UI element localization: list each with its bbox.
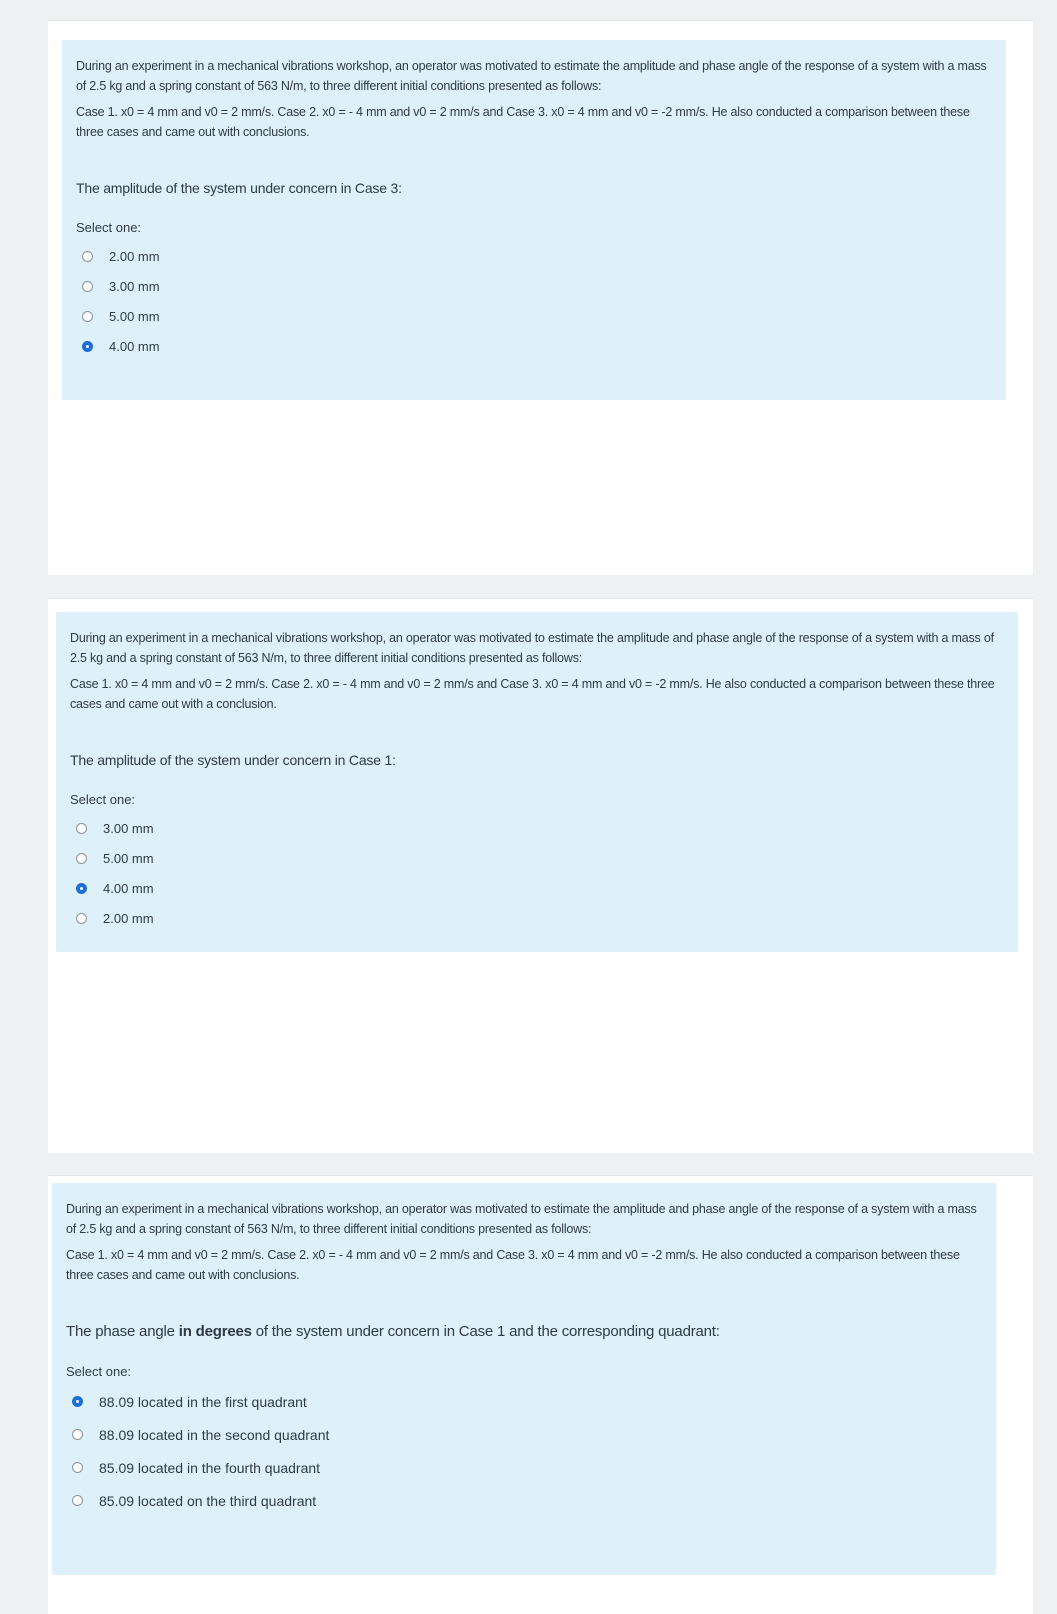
answer-option-label[interactable]: 4.00 mm	[103, 880, 154, 896]
question-panel-3	[52, 1183, 996, 1575]
radio-button-checked[interactable]	[76, 883, 87, 894]
question-statement: During an experiment in a mechanical vibrations workshop, an operator was motivated to estimate the amplitude and phase angle of the response of a system with a mass of 2.5 kg and a spring constant of 563 N/m, to three different initial conditions presented as follows:	[66, 1202, 977, 1236]
answer-option-label[interactable]: 88.09 located in the second quadrant	[99, 1426, 330, 1443]
radio-button[interactable]	[72, 1462, 83, 1473]
answer-option-label[interactable]: 4.00 mm	[109, 338, 160, 354]
answer-option-label[interactable]: 3.00 mm	[109, 278, 160, 294]
select-one-label: Select one:	[70, 792, 136, 807]
answer-option[interactable]	[76, 903, 1004, 933]
answer-option-label[interactable]: 5.00 mm	[103, 850, 154, 866]
answer-option-label[interactable]: 2.00 mm	[103, 910, 154, 926]
question-cases: Case 1. x0 = 4 mm and v0 = 2 mm/s. Case 2. x0 = - 4 mm and v0 = 2 mm/s and Case 3. x0 = 4 mm and v0 = -2 mm/s. He also conducted a comparison between these three cases and came out with a conclusion.	[70, 677, 995, 711]
question-cases: Case 1. x0 = 4 mm and v0 = 2 mm/s. Case 2. x0 = - 4 mm and v0 = 2 mm/s and Case 3. x0 = 4 mm and v0 = -2 mm/s. He also conducted a comparison between these three cases and came out with conclusions.	[66, 1248, 960, 1282]
answer-option[interactable]	[72, 1418, 982, 1451]
question-panel-1	[62, 40, 1006, 400]
answer-option-label[interactable]: 5.00 mm	[109, 308, 160, 324]
answer-option[interactable]	[76, 873, 1004, 903]
question-cases: Case 1. x0 = 4 mm and v0 = 2 mm/s. Case 2. x0 = - 4 mm and v0 = 2 mm/s and Case 3. x0 = 4 mm and v0 = -2 mm/s. He also conducted a comparison between these three cases and came out with conclusions.	[76, 105, 970, 139]
answer-option[interactable]	[82, 241, 992, 271]
answer-option-label[interactable]: 85.09 located on the third quadrant	[99, 1492, 317, 1509]
radio-button[interactable]	[82, 311, 93, 322]
answer-options	[66, 1385, 982, 1517]
answer-option[interactable]	[72, 1385, 982, 1418]
question-text	[70, 628, 1004, 714]
answer-option-label[interactable]: 85.09 located in the fourth quadrant	[99, 1459, 321, 1476]
radio-button[interactable]	[82, 251, 93, 262]
answer-option[interactable]	[82, 331, 992, 361]
answer-option[interactable]	[72, 1451, 982, 1484]
answer-options	[76, 241, 992, 361]
question-panel-2	[56, 612, 1018, 952]
answer-option-label[interactable]: 3.00 mm	[103, 820, 154, 836]
question-prompt: The amplitude of the system under concern in Case 3:	[76, 180, 402, 196]
radio-button-checked[interactable]	[72, 1396, 83, 1407]
answer-option[interactable]	[76, 843, 1004, 873]
question-statement: During an experiment in a mechanical vibrations workshop, an operator was motivated to estimate the amplitude and phase angle of the response of a system with a mass of 2.5 kg and a spring constant of 563 N/m, to three different initial conditions presented as follows:	[70, 631, 994, 665]
answer-option[interactable]	[72, 1484, 982, 1517]
radio-button[interactable]	[76, 823, 87, 834]
answer-option[interactable]	[82, 301, 992, 331]
question-prompt: The phase angle in degrees of the system under concern in Case 1 and the corresponding quadrant:	[66, 1323, 720, 1340]
answer-option[interactable]	[76, 813, 1004, 843]
radio-button[interactable]	[72, 1429, 83, 1440]
question-prompt: The amplitude of the system under concern in Case 1:	[70, 752, 396, 768]
answer-option[interactable]	[82, 271, 992, 301]
select-one-label: Select one:	[76, 220, 142, 235]
radio-button-checked[interactable]	[82, 341, 93, 352]
radio-button[interactable]	[72, 1495, 83, 1506]
radio-button[interactable]	[76, 913, 87, 924]
answer-options	[70, 813, 1004, 933]
question-statement: During an experiment in a mechanical vibrations workshop, an operator was motivated to estimate the amplitude and phase angle of the response of a system with a mass of 2.5 kg and a spring constant of 563 N/m, to three different initial conditions presented as follows:	[76, 59, 987, 93]
question-text	[76, 56, 992, 142]
select-one-label: Select one:	[66, 1364, 132, 1379]
answer-option-label[interactable]: 2.00 mm	[109, 248, 160, 264]
question-text	[66, 1199, 982, 1285]
radio-button[interactable]	[76, 853, 87, 864]
radio-button[interactable]	[82, 281, 93, 292]
answer-option-label[interactable]: 88.09 located in the first quadrant	[99, 1393, 307, 1410]
